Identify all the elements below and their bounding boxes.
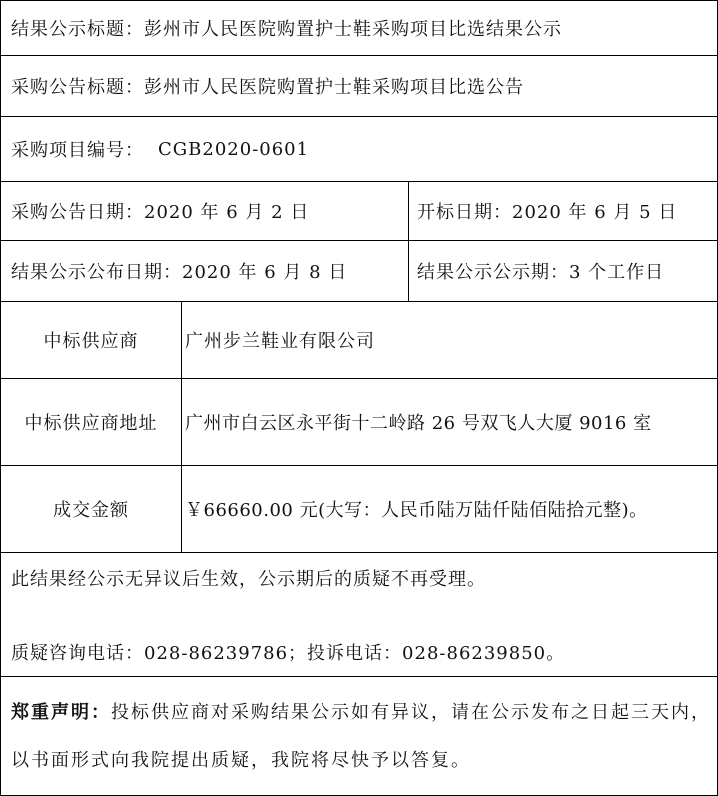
result-period-value: 3 个工作日 (569, 262, 665, 283)
result-period-cell (409, 241, 717, 301)
result-period-label: 结果公示公示期： (417, 262, 569, 283)
result-publish-date-value: 2020 年 6 月 8 日 (182, 262, 348, 283)
row-notes (1, 553, 717, 677)
effective-note: 此结果经公示无异议后生效，公示期后的质疑不再受理。 (11, 569, 486, 590)
project-number-cell (1, 117, 717, 181)
row-project-number (1, 117, 717, 182)
result-title-value: 彭州市人民医院购置护士鞋采购项目比选结果公示 (144, 19, 562, 40)
announcement-title-value: 彭州市人民医院购置护士鞋采购项目比选公告 (144, 77, 524, 98)
row-announcement-title (1, 56, 717, 117)
announcement-title-cell (1, 56, 717, 116)
result-publish-date-cell (1, 241, 409, 301)
supplier-address-value: 广州市白云区永平街十二岭路 26 号双飞人大厦 9016 室 (185, 413, 652, 434)
statement-heading: 郑重声明： (11, 702, 111, 723)
statement-text: 投标供应商对采购结果公示如有异议，请在公示发布之日起三天内，以书面形式向我院提出质疑，我院将尽快予以答复。 (11, 702, 711, 771)
supplier-address-label: 中标供应商地址 (1, 379, 182, 465)
result-publish-date-label: 结果公示公布日期： (11, 262, 182, 283)
deal-amount-label: 成交金额 (1, 466, 182, 552)
announcement-date-cell (1, 182, 409, 240)
announcement-date-label: 采购公告日期： (11, 202, 144, 223)
row-result-title (1, 1, 717, 56)
result-title-cell (1, 1, 717, 55)
project-number-label: 采购项目编号： (11, 140, 144, 161)
row-result-dates (1, 241, 717, 302)
announcement-title-label: 采购公告标题： (11, 77, 144, 98)
contact-note: 质疑咨询电话：028-86239786；投诉电话：028-86239850。 (11, 643, 566, 664)
row-dates (1, 182, 717, 241)
opening-date-label: 开标日期： (417, 202, 512, 223)
announcement-date-value: 2020 年 6 月 2 日 (144, 202, 310, 223)
deal-amount-value: ￥66660.00 元(大写：人民币陆万陆仟陆佰陆拾元整)。 (185, 500, 648, 521)
result-title-label: 结果公示标题： (11, 19, 144, 40)
winning-supplier-value: 广州步兰鞋业有限公司 (185, 331, 375, 352)
opening-date-cell (409, 182, 717, 240)
row-deal-amount (1, 466, 717, 553)
project-number-value: CGB2020-0601 (158, 138, 310, 160)
row-statement (1, 677, 717, 795)
opening-date-value: 2020 年 6 月 5 日 (512, 202, 678, 223)
row-winning-supplier (1, 302, 717, 379)
winning-supplier-label: 中标供应商 (1, 302, 182, 378)
statement-block (11, 689, 711, 785)
row-supplier-address (1, 379, 717, 466)
